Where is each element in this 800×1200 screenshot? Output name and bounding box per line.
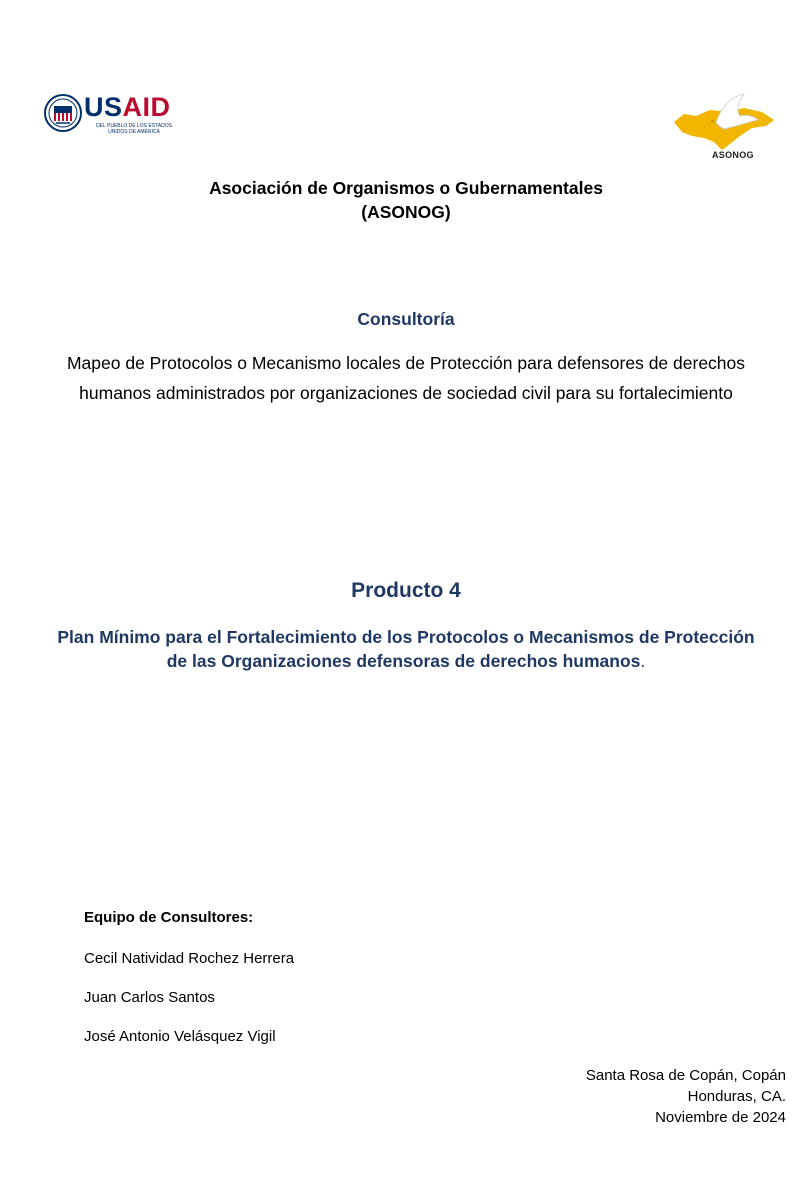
location-date-block: [386, 1065, 786, 1128]
team-heading: Equipo de Consultores:: [84, 909, 254, 926]
team-member: Cecil Natividad Rochez Herrera: [84, 950, 295, 967]
team-member: Juan Carlos Santos: [84, 989, 215, 1006]
product-label: Producto 4: [351, 579, 461, 602]
usaid-logo: [44, 92, 184, 138]
usaid-wordmark: USAID: [84, 92, 171, 122]
usaid-tagline: DEL PUEBLO DE LOS ESTADOS UNIDOS DE AMÉRICA: [96, 123, 172, 135]
honduras-map-dove-icon: [670, 92, 780, 152]
asonog-wordmark: ASONOG: [712, 150, 754, 160]
location-country: Honduras, CA.: [687, 1088, 786, 1105]
document-date: Noviembre de 2024: [655, 1109, 786, 1126]
usaid-seal-icon: [44, 94, 82, 132]
consultancy-label: Consultoría: [357, 309, 455, 329]
team-member: José Antonio Velásquez Vigil: [84, 1028, 276, 1045]
organization-title: [0, 176, 800, 224]
consultancy-subtitle: Mapeo de Protocolos o Mecanismo locales de Protección para defensores de derechos humanos administrados por organizaciones de sociedad civil para su fortalecimiento: [66, 353, 746, 403]
asonog-logo: [670, 92, 780, 164]
location-city: Santa Rosa de Copán, Copán: [585, 1067, 786, 1084]
organization-name: Asociación de Organismos o Gubernamentales: [209, 178, 603, 198]
product-title: Plan Mínimo para el Fortalecimiento de los Protocolos o Mecanismos de Protección de las Organizaciones defensoras de derechos humanos.: [57, 627, 755, 671]
organization-acronym: (ASONOG): [361, 202, 451, 222]
